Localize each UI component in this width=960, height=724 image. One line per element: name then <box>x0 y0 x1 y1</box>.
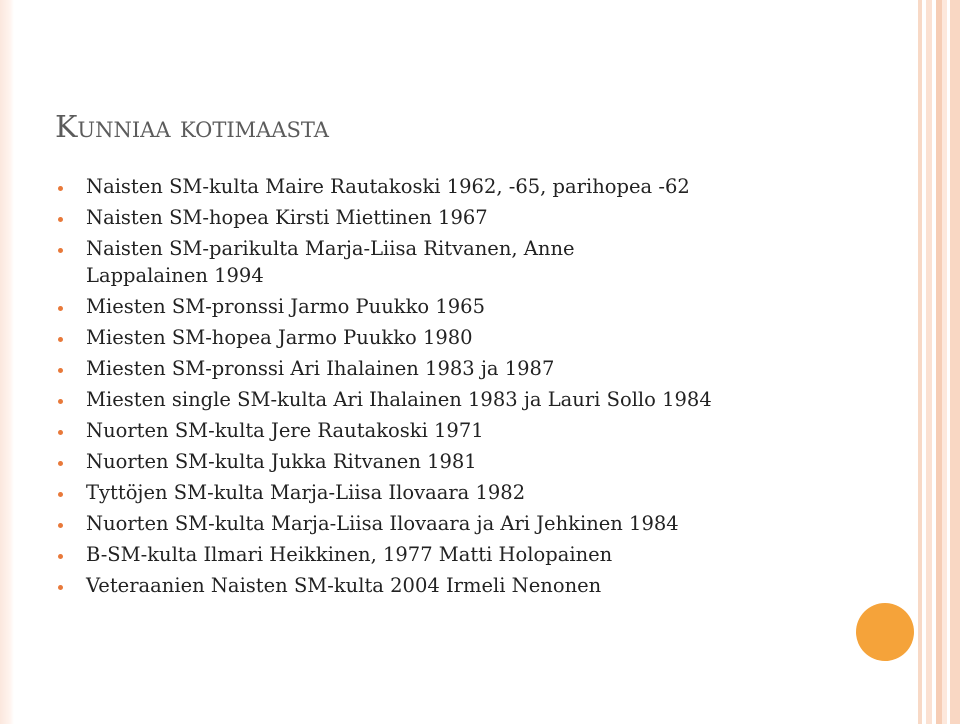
left-decorative-stripe <box>0 0 14 724</box>
list-item <box>58 541 848 568</box>
bullet-icon <box>58 585 63 590</box>
list-item-text: Veteraanien Naisten SM-kulta 2004 Irmeli Nenonen <box>86 574 602 597</box>
right-decorative-stripes <box>914 0 960 724</box>
list-item <box>58 173 848 200</box>
list-item-text: Naisten SM-hopea Kirsti Miettinen 1967 <box>86 206 488 229</box>
list-item <box>58 386 848 413</box>
list-item-text: Miesten SM-hopea Jarmo Puukko 1980 <box>86 326 473 349</box>
decorative-orange-circle <box>856 603 914 661</box>
bullet-icon <box>58 461 63 466</box>
list-item <box>58 235 848 289</box>
list-item <box>58 324 848 351</box>
list-item-text: Miesten single SM-kulta Ari Ihalainen 1983 ja Lauri Sollo 1984 <box>86 388 712 411</box>
list-item-text: Naisten SM-parikulta Marja-Liisa Ritvanen, Anne Lappalainen 1994 <box>86 237 575 287</box>
bullet-icon <box>58 399 63 404</box>
bullet-icon <box>58 368 63 373</box>
list-item <box>58 293 848 320</box>
list-item <box>58 204 848 231</box>
list-item <box>58 479 848 506</box>
bullet-icon <box>58 523 63 528</box>
list-item-text: Miesten SM-pronssi Jarmo Puukko 1965 <box>86 295 485 318</box>
bullet-icon <box>58 337 63 342</box>
bullet-icon <box>58 186 63 191</box>
list-item <box>58 510 848 537</box>
list-item-text: Naisten SM-kulta Maire Rautakoski 1962, -65, parihopea -62 <box>86 175 690 198</box>
bullet-icon <box>58 217 63 222</box>
list-item-text: Nuorten SM-kulta Marja-Liisa Ilovaara ja Ari Jehkinen 1984 <box>86 512 679 535</box>
list-item-text: B-SM-kulta Ilmari Heikkinen, 1977 Matti Holopainen <box>86 543 613 566</box>
list-item <box>58 448 848 475</box>
list-item-text: Nuorten SM-kulta Jukka Ritvanen 1981 <box>86 450 477 473</box>
bullet-icon <box>58 306 63 311</box>
list-item <box>58 417 848 444</box>
bullet-icon <box>58 492 63 497</box>
bullet-icon <box>58 248 63 253</box>
list-item-text: Miesten SM-pronssi Ari Ihalainen 1983 ja 1987 <box>86 357 555 380</box>
list-item-text: Tyttöjen SM-kulta Marja-Liisa Ilovaara 1982 <box>86 481 526 504</box>
achievement-list <box>58 173 848 603</box>
bullet-icon <box>58 430 63 435</box>
slide-title: Kunniaa kotimaasta <box>55 110 329 145</box>
list-item <box>58 572 848 599</box>
list-item <box>58 355 848 382</box>
bullet-icon <box>58 554 63 559</box>
list-item-text: Nuorten SM-kulta Jere Rautakoski 1971 <box>86 419 484 442</box>
